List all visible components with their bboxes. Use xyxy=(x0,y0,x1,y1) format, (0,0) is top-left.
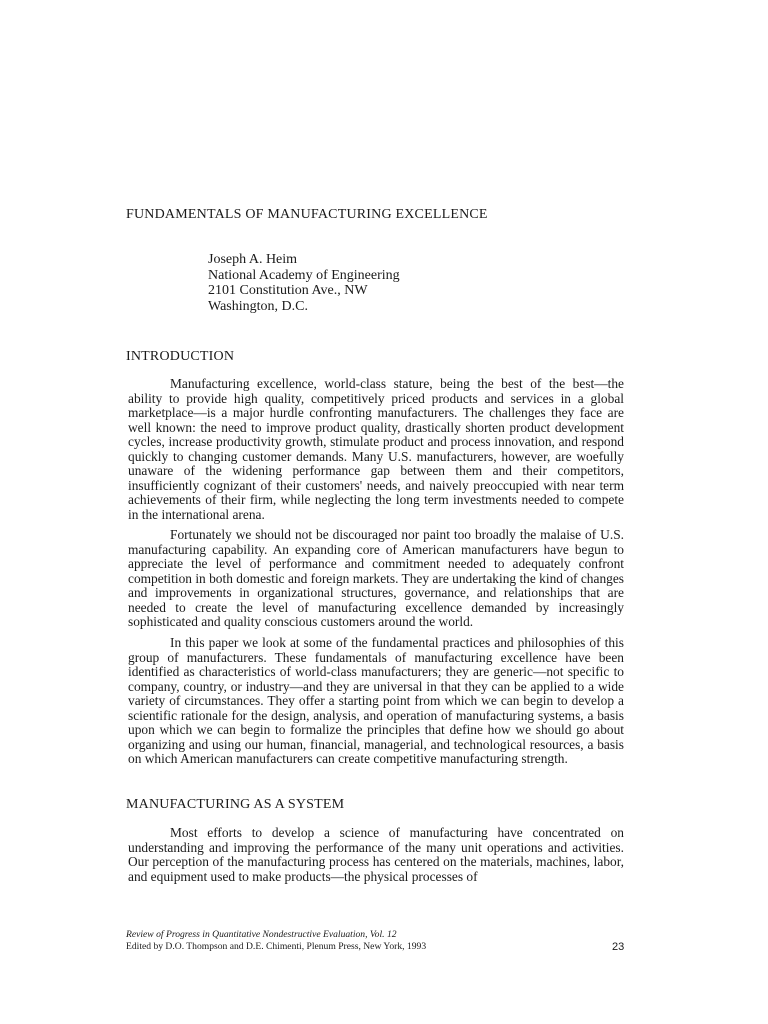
author-address-line2: Washington, D.C. xyxy=(208,298,308,314)
paragraph-intro-2: Fortunately we should not be discouraged nor paint too broadly the malaise of U.S. manufacturing capability. An expanding core of American manufacturers have begun to appreciate the level of performance and commitment needed to adequately confront competition in both domestic and foreign markets. They are undertaking the kind of changes and improvements in organizational structures, governance, and relationships that are needed to create the level of manufacturing excellence demanded by increasingly sophisticated and quality conscious customers around the world. xyxy=(128,527,624,629)
author-affiliation: National Academy of Engineering xyxy=(208,267,400,283)
section-heading-manufacturing-system: MANUFACTURING AS A SYSTEM xyxy=(126,797,345,812)
author-name: Joseph A. Heim xyxy=(208,252,298,267)
author-address-line1: 2101 Constitution Ave., NW xyxy=(208,283,368,298)
paragraph-system-1: Most efforts to develop a science of manufacturing have concentrated on understanding and improving the performance of the many unit operations and activities. Our perception of the manufacturing process has centered on the materials, machines, labor, and equipment used to make products—the physical processes of xyxy=(128,825,624,884)
paragraph-intro-1: Manufacturing excellence, world-class stature, being the best of the best—the ability to provide high quality, competitively priced products and services in a global marketplace—is a major hurdle confronting manufacturers. The challenges they face are well known: the need to improve product quality, drastically shorten product development cycles, increase productivity growth, stimulate product and process innovation, and respond quickly to changing customer demands. Many U.S. manufacturers, however, are woefully unaware of the widening performance gap between them and their competitors, insufficiently cognizant of their customers' needs, and naively preoccupied with near term achievements of their firm, while neglecting the long term investments needed to compete in the international arena. xyxy=(128,376,624,522)
footer-journal: Review of Progress in Quantitative Nondestructive Evaluation, Vol. 12 xyxy=(126,929,397,940)
page-title: FUNDAMENTALS OF MANUFACTURING EXCELLENCE xyxy=(126,207,488,222)
section-heading-introduction: INTRODUCTION xyxy=(126,349,235,364)
page-number: 23 xyxy=(612,941,625,953)
author-block xyxy=(208,252,400,314)
footer-editors: Edited by D.O. Thompson and D.E. Chimenti, Plenum Press, New York, 1993 xyxy=(126,941,427,952)
footer xyxy=(126,929,426,953)
paragraph-intro-3: In this paper we look at some of the fundamental practices and philosophies of this group of manufacturers. These fundamentals of manufacturing excellence have been identified as characteristics of world-class manufacturers; they are generic—not specific to company, country, or industry—and they are universal in that they can be applied to a wide variety of circumstances. They offer a starting point from which we can begin to develop a scientific rationale for the design, analysis, and operation of manufacturing systems, a basis upon which we can begin to formalize the principles that define how we should go about organizing and using our human, financial, managerial, and technological resources, a basis on which American manufacturers can create competitive manufacturing strength. xyxy=(128,635,624,766)
